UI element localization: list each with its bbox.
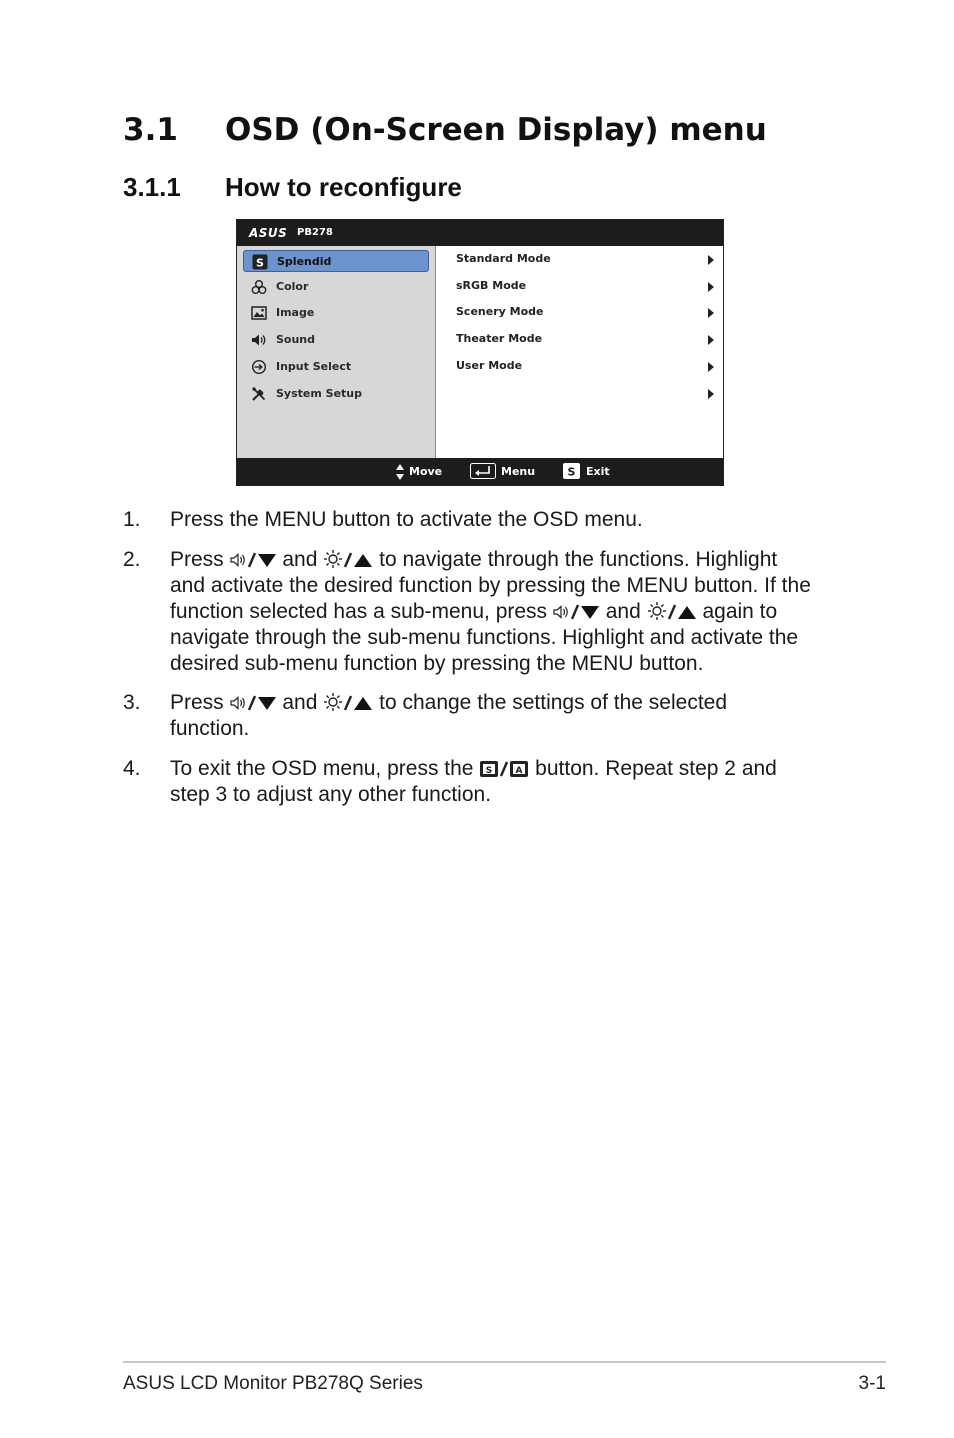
osd-title-bar [237,220,723,246]
osd-sub-item: sRGB Mode [456,279,714,295]
step-text: step 3 to adjust any other function. [170,783,492,806]
step-text: navigate through the sub-menu functions. Highlight and activate the [170,626,799,649]
osd-main-menu [237,246,435,459]
step-text: desired sub-menu function by pressing the MENU button. [170,652,704,675]
osd-sub-item [456,386,714,402]
arrow-right-icon [708,335,714,345]
input-select-icon [251,359,267,375]
slash-icon [247,694,257,712]
subsection-title: How to reconfigure [225,172,462,202]
svg-text:S: S [486,766,493,776]
step-number: 3. [123,691,141,714]
brightness-icon [323,549,343,569]
menu-enter-icon [470,463,496,479]
arrow-right-icon [708,389,714,399]
image-icon [251,305,267,321]
step-text: to change the settings of the selected [379,691,728,714]
step-text: to navigate through the functions. Highlight [379,548,778,571]
speaker-icon [251,332,267,348]
footer-title: ASUS LCD Monitor PB278Q Series [123,1373,423,1394]
brightness-icon [323,692,343,712]
page-number: 3-1 [858,1373,886,1394]
up-triangle-icon [677,603,697,621]
slash-icon [499,760,509,778]
subsection-number: 3.1.1 [123,172,181,202]
svg-text:S: S [256,256,264,270]
osd-menu-item-input-select [243,356,429,378]
arrow-right-icon [708,308,714,318]
exit-s-icon [563,463,580,479]
auto-button-icon [509,760,529,778]
osd-menu-label: Input Select [276,360,352,373]
osd-move-label: Move [409,465,443,478]
speaker-button-icon [230,694,247,712]
section-title: OSD (On-Screen Display) menu [225,112,767,148]
svg-text:S: S [567,465,576,479]
osd-menu-screenshot [236,219,724,486]
osd-menu-label: System Setup [276,387,362,400]
arrow-right-icon [708,362,714,372]
step-text: To exit the OSD menu, press the [170,757,474,780]
color-icon [251,279,267,295]
osd-menu-item-splendid [243,250,429,272]
slash-icon [343,551,353,569]
svg-text:A: A [515,766,523,776]
slash-icon [247,551,257,569]
osd-sub-item: Scenery Mode [456,305,714,321]
section-number: 3.1 [123,112,178,148]
up-down-icon [395,462,405,482]
osd-menu-item-image [243,302,429,324]
osd-menu-label: Menu [501,465,536,478]
speaker-button-icon [230,551,247,569]
step-text: again to [702,600,778,623]
step-text: and [605,600,641,623]
step-text: function. [170,717,250,740]
osd-menu-item-system-setup [243,383,429,405]
osd-menu-label: Image [276,306,315,319]
down-triangle-icon [257,551,277,569]
osd-menu-label: Splendid [277,255,332,268]
asus-logo: ASUS [249,226,288,240]
step-text: Press [170,548,224,571]
slash-icon [343,694,353,712]
step-text: and [282,691,318,714]
osd-sub-item: Standard Mode [456,252,714,268]
step-text: and [282,548,318,571]
step-text: and activate the desired function by pressing the MENU button. If the [170,574,811,597]
osd-sub-item: Theater Mode [456,332,714,348]
down-triangle-icon [257,694,277,712]
arrow-right-icon [708,255,714,265]
step-number: 2. [123,548,141,571]
speaker-button-icon [553,603,570,621]
osd-menu-label: Color [276,280,309,293]
down-triangle-icon [580,603,600,621]
splendid-button-icon [479,760,499,778]
step-text: button. Repeat step 2 and [535,757,777,780]
osd-model-label: PB278 [297,227,333,238]
brightness-icon [647,601,667,621]
step-number: 1. [123,508,141,531]
step-text: Press [170,691,224,714]
osd-bottom-bar [237,458,723,485]
osd-sub-menu [436,246,723,459]
slash-icon [667,603,677,621]
step-text: function selected has a sub-menu, press [170,600,548,623]
step-number: 4. [123,757,141,780]
arrow-right-icon [708,282,714,292]
footer-rule [123,1361,886,1363]
up-triangle-icon [353,694,373,712]
slash-icon [570,603,580,621]
osd-exit-label: Exit [586,465,610,478]
step-text: Press the MENU button to activate the OSD menu. [170,508,643,531]
osd-menu-item-color [243,276,429,298]
osd-sub-item: User Mode [456,359,714,375]
osd-menu-label: Sound [276,333,316,346]
wrench-icon [251,386,267,402]
osd-menu-item-sound [243,329,429,351]
splendid-s-icon [252,254,268,270]
up-triangle-icon [353,551,373,569]
